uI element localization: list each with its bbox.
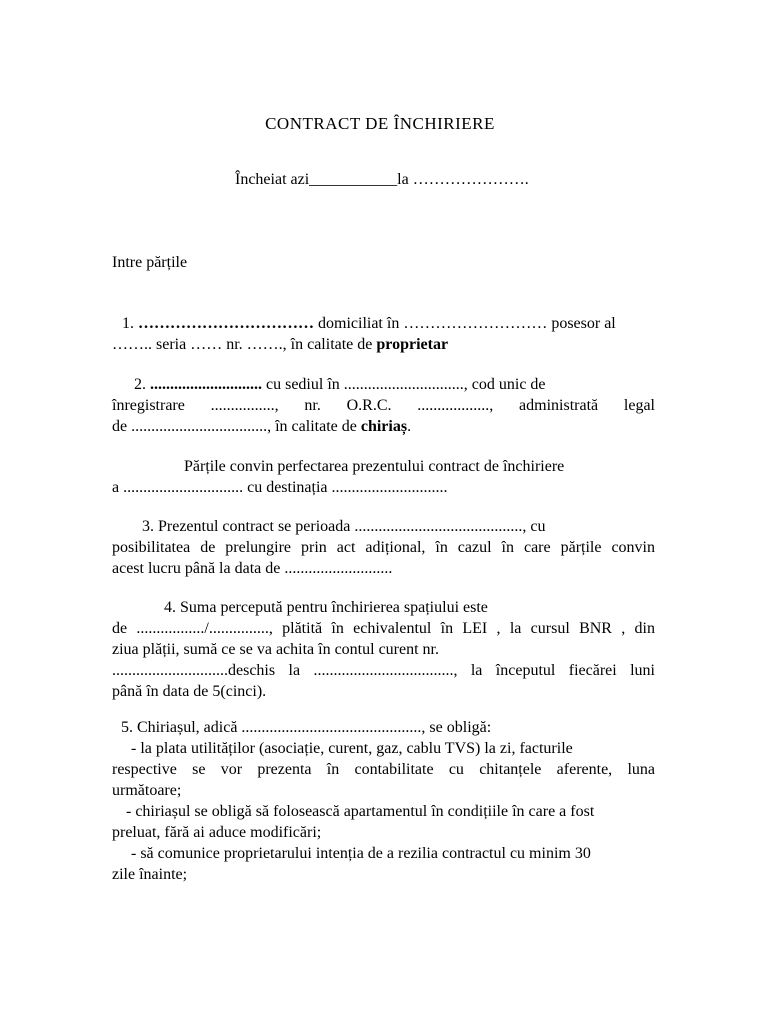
clause-2-line-1-rest: cu sediul în .............................., cod unic de (262, 376, 546, 393)
parties-agree-line-1: Părțile convin perfectarea prezentului contract de închiriere (184, 458, 565, 475)
clause-1-number: 1. (122, 315, 138, 332)
clause-5-line-6: preluat, fără ai aduce modificări; (112, 824, 322, 841)
clause-5 (112, 717, 655, 885)
parties-agree (112, 456, 655, 498)
clause-2 (112, 374, 655, 437)
clause-5-line-1: 5. Chiriașul, adică ............................................., se obligă: (121, 719, 492, 736)
clause-4-line-3: ziua plății, sumă ce se va achita în contul curent nr. (112, 641, 439, 658)
clause-4-line-5: până în data de 5(cinci). (112, 683, 267, 700)
clause-3-line-2: posibilitatea de prelungire prin act adițional, în cazul în care părțile convin (112, 539, 655, 556)
clause-5-line-5: - chiriașul se obligă să folosească apartamentul în condițiile în care a fost (126, 803, 595, 820)
clause-1-line-2-text: …….. seria …… nr. ……., în calitate de (112, 336, 377, 353)
clause-5-line-8: zile înainte; (112, 866, 188, 883)
clause-1-line-1 (112, 313, 655, 334)
tenant-role: chiriaș (360, 418, 408, 435)
clause-3-line-3: acest lucru până la data de ........................... (112, 560, 393, 577)
parties-heading: Intre părțile (112, 254, 188, 271)
owner-role: proprietar (376, 336, 449, 353)
clause-2-line-1 (112, 374, 655, 395)
clause-3 (112, 516, 655, 579)
clause-4-line-4: .............................deschis la ..................................., la începutul fiecărei luni (112, 662, 655, 679)
document-title: CONTRACT DE ÎNCHIRIERE (265, 114, 495, 133)
tenant-name-blank: ............................ (150, 376, 262, 393)
clause-2-line-3-end: . (407, 418, 412, 435)
clause-1 (112, 313, 655, 355)
clause-2-line-3-text: de .................................., în calitate de (112, 418, 361, 435)
document-subtitle: Încheiat azi___________la …………………. (235, 171, 529, 188)
clause-5-line-4: următoare; (112, 782, 182, 799)
clause-5-line-7: - să comunice proprietarului intenția de a rezilia contractul cu minim 30 (131, 845, 591, 862)
clause-2-number: 2. (134, 376, 150, 393)
clause-2-line-2: înregistrare ................, nr. O.R.C. .................., administrată legal (112, 397, 655, 414)
clause-4 (112, 597, 655, 702)
clause-1-line-2 (112, 334, 655, 355)
clause-4-line-2: de ................./..............., plătită în echivalentul în LEI , la cursul BNR , din (112, 620, 655, 637)
parties-agree-line-2: a .............................. cu destinația ............................. (112, 479, 448, 496)
clause-4-line-1: 4. Suma percepută pentru închirierea spațiului este (164, 599, 488, 616)
clause-5-line-3: respective se vor prezenta în contabilitate cu chitanțele aferente, luna (112, 761, 655, 778)
clause-3-line-1: 3. Prezentul contract se perioada .........................................., cu (142, 518, 546, 535)
clause-5-line-2: - la plata utilităților (asociație, curent, gaz, cablu TVS) la zi, facturile (131, 740, 573, 757)
clause-2-line-3 (112, 416, 655, 437)
owner-name-blank: …………………………… (138, 315, 314, 332)
clause-1-line-1-rest: domiciliat în ……………………… posesor al (314, 315, 616, 332)
